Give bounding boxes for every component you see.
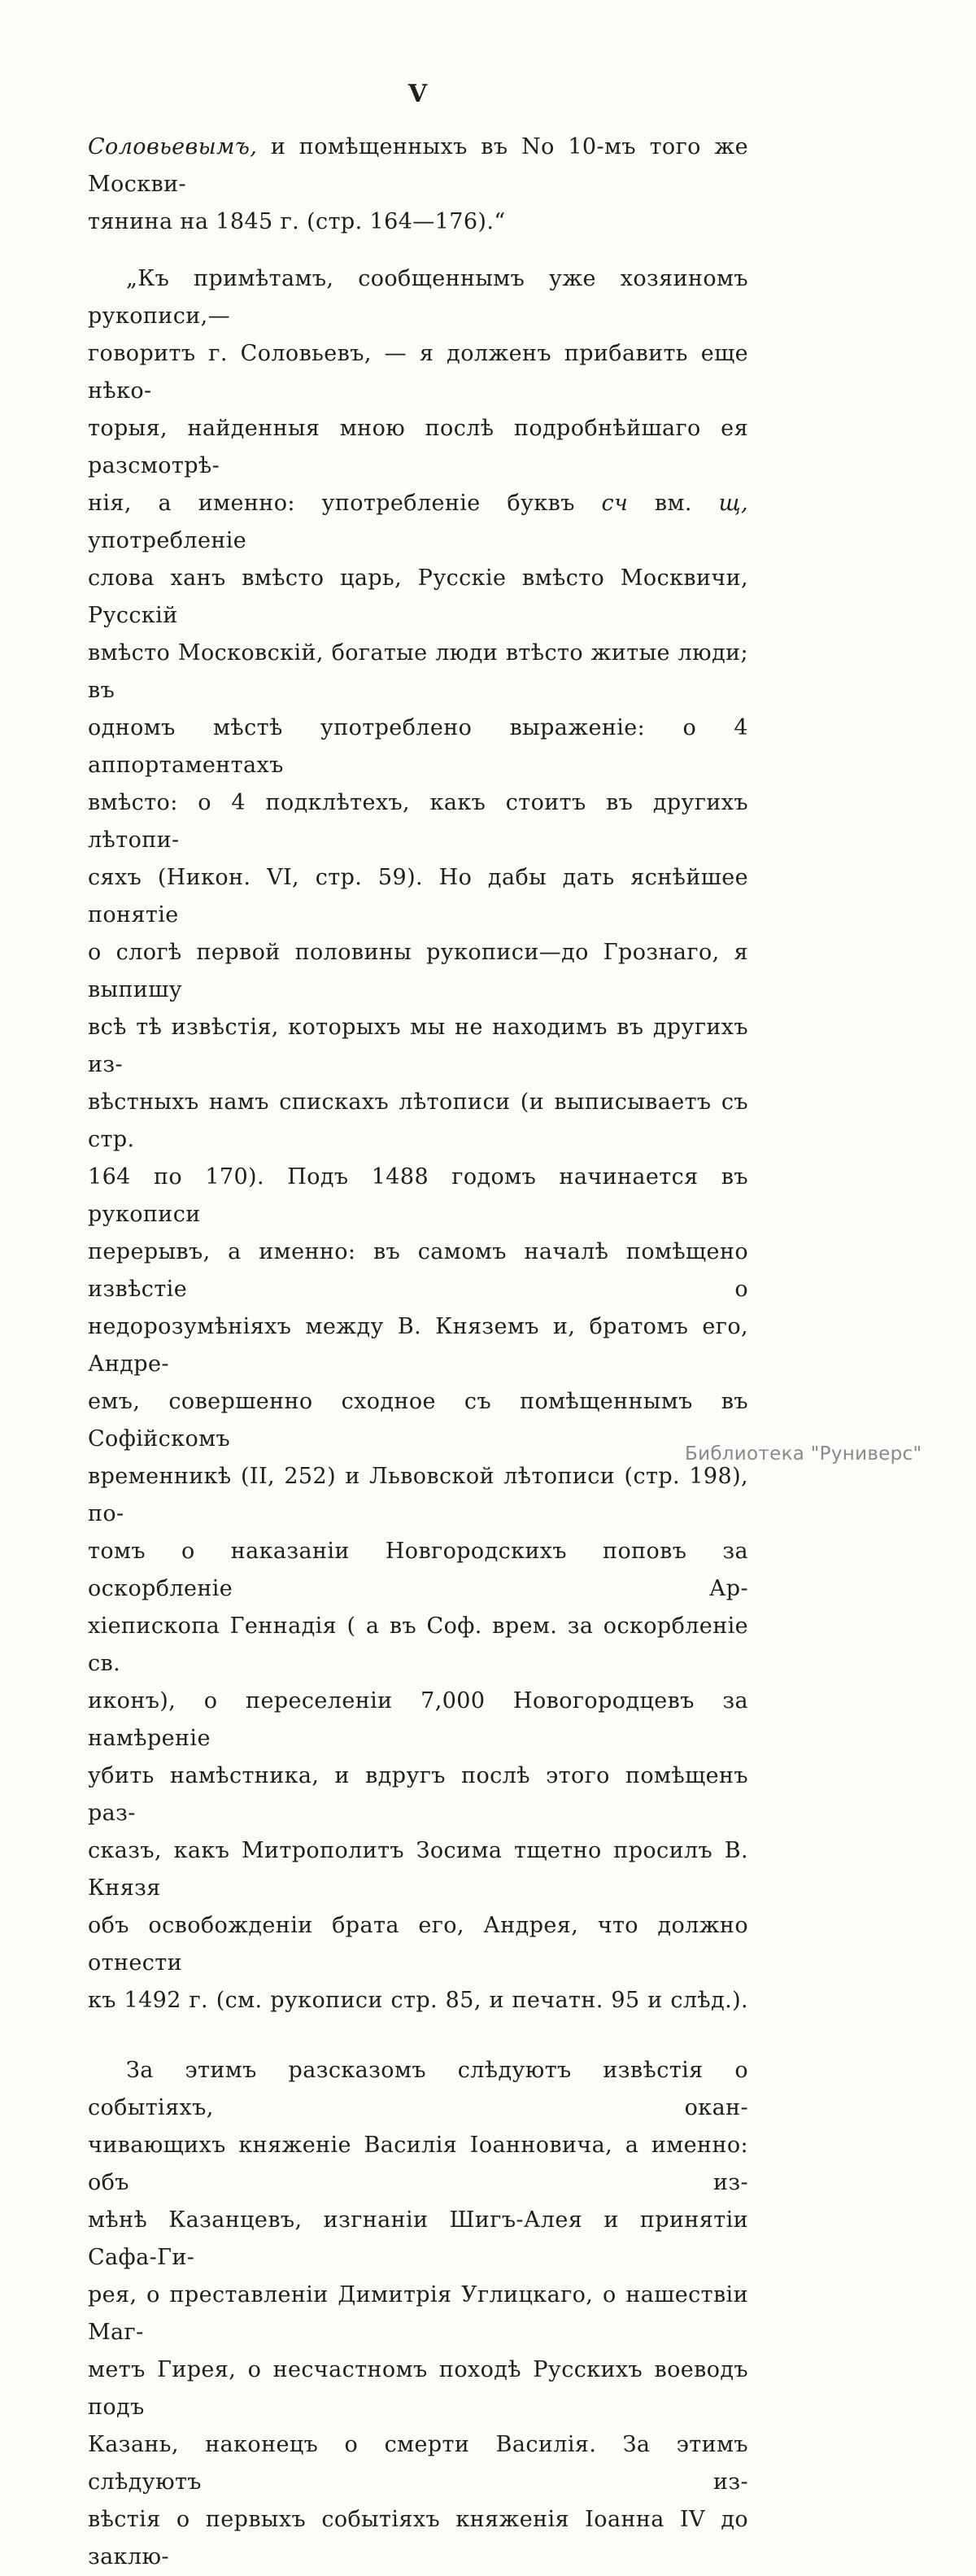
text-line — [88, 784, 748, 859]
text-segment: говоритъ г. Соловьевъ, — я долженъ прибавить еще нѣко- — [88, 341, 748, 404]
text-line — [88, 1458, 748, 1533]
text-segment: вмѣсто: о 4 подклѣтехъ, какъ стоитъ въ другихъ лѣтопи- — [88, 790, 748, 853]
text-line — [88, 1757, 748, 1832]
text-line — [88, 1233, 748, 1308]
text-segment: къ 1492 г. (см. рукописи стр. 85, и печатн. 95 и слѣд.). — [88, 1988, 748, 2013]
text-segment: сяхъ (Никон. VI, стр. 59). Но дабы дать яснѣйшее понятіе — [88, 865, 748, 928]
text-segment: вѣстныхъ намъ спискахъ лѣтописи (и выписываетъ съ стр. — [88, 1089, 748, 1152]
text-segment: торыя, найденныя мною послѣ подробнѣйшаго ея разсмотрѣ- — [88, 416, 748, 478]
text-line — [88, 560, 748, 635]
text-line — [88, 1009, 748, 1084]
text-line — [88, 260, 748, 335]
paragraph — [88, 2052, 748, 2576]
text-segment: нія, а именно: употребленіе буквъ — [88, 491, 602, 516]
text-line — [88, 1533, 748, 1608]
text-line — [88, 934, 748, 1009]
paragraph — [88, 260, 748, 2019]
text-line — [88, 410, 748, 485]
text-segment: недорозумѣніяхъ между В. Княземъ и, братомъ его, Андре- — [88, 1314, 748, 1377]
text-segment: мѣнѣ Казанцевъ, изгнаніи Шигъ-Алея и принятіи Сафа-Ги- — [88, 2207, 748, 2270]
text-segment: употребленіе — [88, 528, 247, 553]
text-segment: перерывъ, а именно: въ самомъ началѣ помѣщено извѣстіе о — [88, 1239, 748, 1302]
italic-text-segment: щ, — [718, 491, 749, 516]
text-segment: вм. — [628, 491, 719, 516]
text-line — [88, 1308, 748, 1383]
text-segment: одномъ мѣстѣ употреблено выраженіе: о 4 аппортаментахъ — [88, 715, 748, 778]
text-segment: всѣ тѣ извѣстія, которыхъ мы не находимъ въ другихъ из- — [88, 1015, 748, 1077]
text-segment: Казань, наконецъ о смерти Василія. За этимъ слѣдуютъ из- — [88, 2432, 748, 2495]
text-line — [88, 1084, 748, 1159]
text-line — [88, 485, 748, 560]
text-line — [88, 335, 748, 410]
text-line — [88, 2277, 748, 2351]
text-line — [88, 1982, 748, 2019]
text-segment: слова ханъ вмѣсто царь, Русскіе вмѣсто Москвичи, Русскій — [88, 565, 748, 628]
text-line — [88, 2426, 748, 2501]
text-segment: 164 по 170). Подъ 1488 годомъ начинается въ рукописи — [88, 1164, 748, 1227]
text-line — [88, 129, 748, 203]
italic-text-segment: сч — [601, 491, 629, 516]
text-segment: чивающихъ княженіе Василія Іоанновича, а именно: объ из- — [88, 2133, 748, 2195]
text-block — [88, 129, 748, 2576]
text-line — [88, 1383, 748, 1458]
text-line — [88, 635, 748, 709]
text-segment: емъ, совершенно сходное съ помѣщеннымъ въ Софійскомъ — [88, 1389, 748, 1452]
text-line — [88, 1159, 748, 1233]
text-segment: иконъ), о переселеніи 7,000 Новогородцевъ за намѣреніе — [88, 1688, 748, 1751]
text-segment: и помѣщенныхъ въ No 10-мъ того же Москви- — [88, 134, 748, 197]
text-segment: рея, о преставленіи Димитрія Углицкаго, о нашествіи Маг- — [88, 2282, 748, 2345]
text-line — [88, 2202, 748, 2277]
text-line — [88, 709, 748, 784]
text-segment: о слогѣ первой половины рукописи—до Грознаго, я выпишу — [88, 940, 748, 1002]
text-segment: тянина на 1845 г. (стр. 164—176).“ — [88, 209, 506, 234]
text-segment: метъ Гирея, о несчастномъ походѣ Русскихъ воеводъ подъ — [88, 2357, 748, 2420]
text-line — [88, 1832, 748, 1907]
paragraph — [88, 129, 748, 241]
text-segment: вѣстія о первыхъ событіяхъ княженія Іоанна IV до заклю- — [88, 2507, 748, 2569]
text-segment: убить намѣстника, и вдругъ послѣ этого помѣщенъ раз- — [88, 1763, 748, 1826]
text-segment: вмѣсто Московскій, богатые люди втѣсто житые люди; въ — [88, 640, 748, 703]
text-segment: томъ о наказаніи Новгородскихъ поповъ за оскорбленіе Ар- — [88, 1539, 748, 1601]
text-segment: За этимъ разсказомъ слѣдуютъ извѣстія о событіяхъ, окан- — [88, 2058, 748, 2120]
text-segment: временникѣ (II, 252) и Львовской лѣтописи (стр. 198), по- — [88, 1464, 748, 1526]
text-line — [88, 859, 748, 934]
text-line — [88, 1907, 748, 1982]
text-line — [88, 1683, 748, 1757]
text-segment: объ освобожденіи брата его, Андрея, что должно отнести — [88, 1913, 748, 1976]
text-segment: „Къ примѣтамъ, сообщеннымъ уже хозяиномъ рукописи,— — [88, 266, 748, 329]
text-line — [88, 2351, 748, 2426]
italic-text-segment: Соловьевымъ, — [88, 134, 258, 159]
text-segment: сказъ, какъ Митрополитъ Зосима тщетно просилъ В. Князя — [88, 1838, 748, 1901]
text-line — [88, 1608, 748, 1683]
text-line — [88, 2127, 748, 2202]
library-watermark: Библиотека "Руниверс" — [685, 1443, 922, 1465]
text-line — [88, 2501, 748, 2576]
text-line — [88, 203, 748, 241]
page-number: V — [407, 80, 429, 108]
text-line — [88, 2052, 748, 2127]
text-segment: хіепископа Геннадія ( а въ Соф. врем. за оскорбленіе св. — [88, 1613, 748, 1676]
